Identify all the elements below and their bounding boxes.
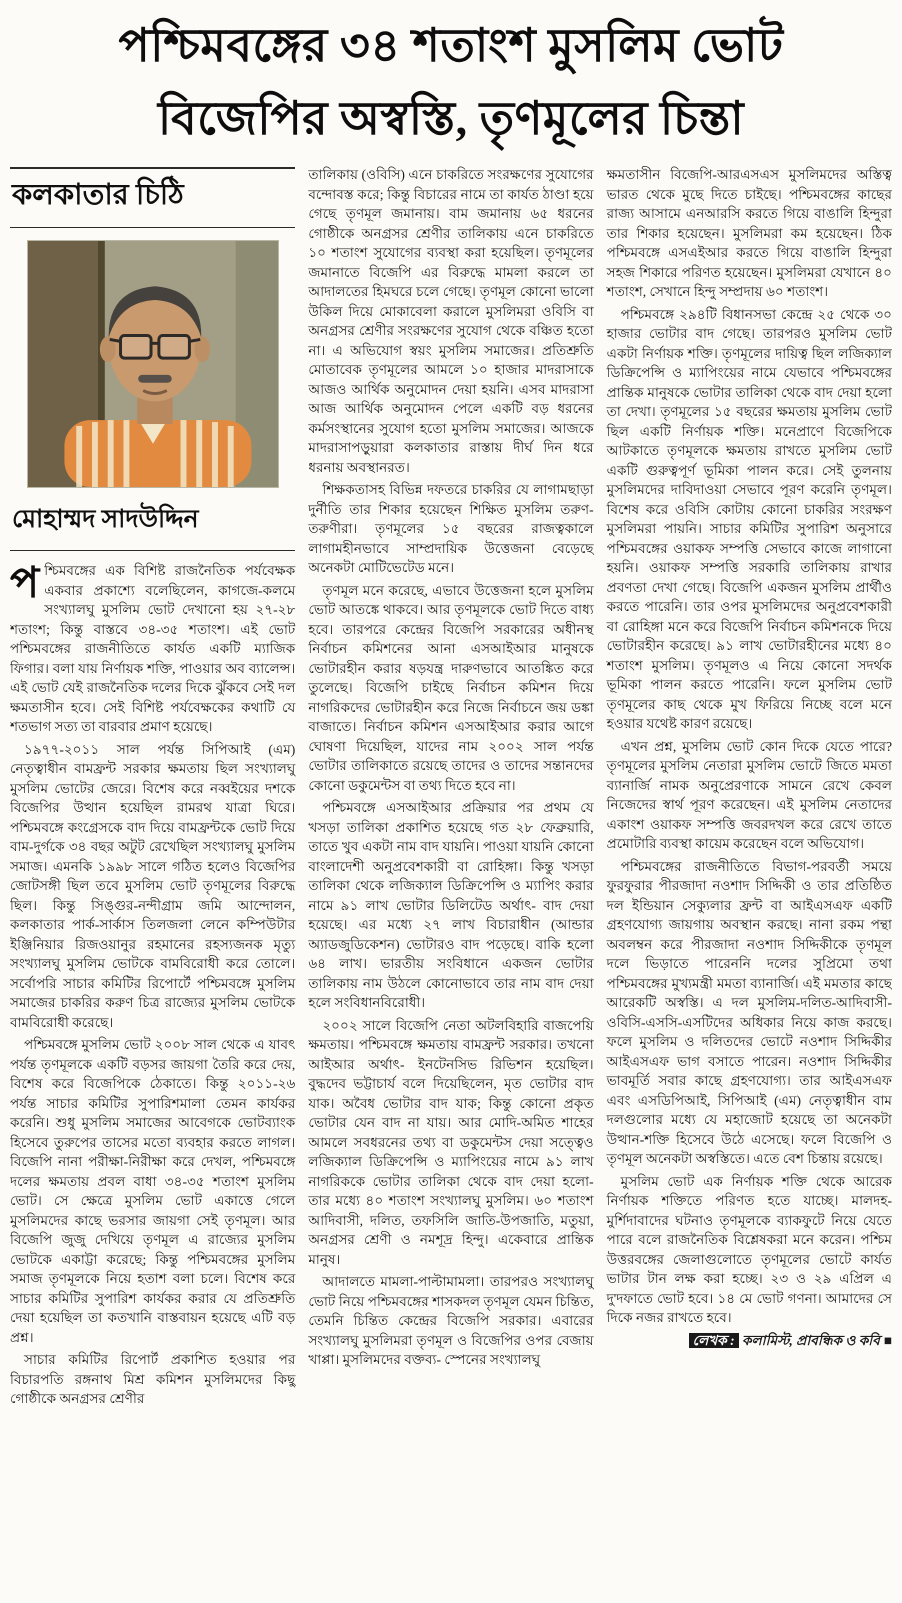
paragraph: শিক্ষকতাসহ বিভিন্ন দফতরে চাকরির যে লাগামছাড়া দুর্নীতি তার শিকার হয়েছেন শিক্ষিত মুসলিম তরুণ-তরুণীরা। তৃণমূলের ১৫ বছরের রাজত্বকালে লাগামহীনভাবে সাম্প্রদায়িক উত্তেজনা বেড়েছে অনেকটা মোটিভেটেড মনে।: [308, 482, 594, 576]
drop-cap: প: [10, 560, 40, 608]
end-of-article-marker: ■: [883, 1332, 892, 1348]
section-header: [10, 167, 295, 228]
headline-line-2: বিজেপির অস্বস্তি, তৃণমূলের চিন্তা: [157, 92, 745, 144]
article-body: [10, 165, 892, 1565]
author-photo: [27, 240, 279, 488]
author-name: মোহাম্মদ সাদউদ্দিন: [10, 498, 295, 551]
paragraph: আদালতে মামলা-পাল্টামামলা। তারপরও সংখ্যালঘু ভোট নিয়ে পশ্চিমবঙ্গের শাসকদল তৃণমূল যেমন চিন্তিত, তেমনি চিন্তিত কেন্দ্রের বিজেপি সরকার। এবারের সংখ্যালঘু মুসলিমরা তৃণমূল ও বিজেপির ওপর বেজায় খাপ্পা। মুসলিমদের বক্তব্য- স্পেনের সংখ্যালঘু: [308, 1274, 594, 1368]
author-credit: [607, 1331, 892, 1351]
headline-line-1: পশ্চিমবঙ্গের ৩৪ শতাংশ মুসলিম ভোট: [118, 20, 784, 71]
paragraph: পশ্চিমবঙ্গে এসআইআর প্রক্রিয়ার পর প্রথম যে খসড়া তালিকা প্রকাশিত হয়েছে গত ২৮ ফেব্রুয়ারি, তাতে খুব একটা নাম বাদ যায়নি। পাওয়া যায়নি কোনো বাংলাদেশী অনুপ্রবেশকারী বা রোহিঙ্গা। কিন্তু খসড়া তালিকা থেকে লজিক্যাল ডিক্রিপেন্সি ও ম্যাপিং করার নামে ৯১ লাখ ভোটার ডিলিটেড অর্থাৎ- বাদ দেয়া হয়েছে। এর মধ্যে ২৭ লাখ বিচারাধীন (আন্ডার অ্যাডজুডিকেশন) ভোটারও বাদ পড়েছে। বাকি হলো ৬৪ লাখ। ভারতীয় সংবিধানে একজন ভোটার তালিকায় নাম উঠলে কোনোভাবে তার নাম বাদ দেয়া হলে সংবিধানবিরোধী।: [308, 800, 594, 1011]
paragraph: পশ্চিমবঙ্গের রাজনীতিতে বিভাগ-পরবর্তী সময়ে ফুরফুরার পীরজাদা নওশাদ সিদ্দিকী ও তার প্রতিষ্ঠিত দল ইন্ডিয়ান সেক্যুলার ফ্রন্ট বা আইএসএফ একটি গ্রহণযোগ্য জায়গায় অবস্থান করছে। নানা রকম পন্থা অবলম্বন করে পীরজাদা নওশাদ সিদ্দিকীকে তৃণমূল দলে ভিড়াতে পারেননি দলের সুপ্রিমো তথা পশ্চিমবঙ্গের মুখ্যমন্ত্রী মমতা ব্যানার্জি। এই মমতার কাছে আরেকটি অস্বস্তি। এ দল মুসলিম-দলিত-আদিবাসী-ওবিসি-এসসি-এসটিদের অধিকার নিয়ে কাজ করছে। ফলে মুসলিম ও দলিতদের ভোটে নওশাদ সিদ্দিকীর আইএসএফ ভাগ বসাতে পারেন। নওশাদ সিদ্দিকীর ভাবমূর্তি সবার কাছে গ্রহণযোগ্য। তার আইএসএফ এবং এসডিপিআই, সিপিআই (এম) নেতৃত্বাধীন বাম দলগুলোর মধ্যে যে মহাজোট হয়েছে তা অনেকটা উত্থান-শক্তি হিসেবে উঠে এসেছে। ফলে বিজেপি ও তৃণমূল অনেকটা অস্বস্তিতে। এতে বেশ চিন্তায় রয়েছে।: [606, 858, 892, 1167]
lead-paragraph: [10, 561, 295, 737]
paragraph: তালিকায় (ওবিসি) এনে চাকরিতে সংরক্ষণের সুযোগের বন্দোবস্ত করে; কিন্তু বিচারের নামে তা কার্যত ঠাণ্ডা হয়ে গেছে তৃণমূল জমানায়। বাম জমানায় ৬৫ ধরনের গোষ্ঠীকে অনগ্রসর শ্রেণীর তালিকায় এনে চাকরিতে ১০ শতাংশ সুযোগের ব্যবস্থা করা হয়েছিল। তৃণমূলের জমানাতে বিজেপি এর বিরুদ্ধে মামলা করলে তা আদালতের হিমঘরে চলে গেছে। তৃণমূল কোনো ভালো উকিল দিয়ে মোকাবেলা করালে মুসলিমরা ওবিসি বা অনগ্রসর শ্রেণীর সংরক্ষণের সুযোগ থেকে বঞ্চিত হতো না। এ অভিযোগ স্বয়ং মুসলিম সমাজের। প্রতিশ্রুতি মোতাবেক তৃণমূলের আমলে ১০ হাজার মাদরাসাকে আজও আর্থিক অনুমোদন দেয়া হয়নি। এসব মাদরাসা আজ আর্থিক অনুমোদন পেলে একটি বড় ধরনের কর্মসংস্থানের সুযোগ হতো মুসলিম সমাজের। আজকে মাদরাসাপড়ুয়ারা কলকাতার রাস্তায় দীর্ঘ দিন ধরে ধরনায় অবস্থানরত।: [308, 167, 594, 475]
portrait-illustration: [28, 241, 278, 487]
paragraph: ক্ষমতাসীন বিজেপি-আরএসএস মুসলিমদের অস্তিত্ব ভারত থেকে মুছে দিতে চাইছে। পশ্চিমবঙ্গের কাছের রাজ্য আসামে এনআরসি করতে গিয়ে বাঙালি হিন্দুরা তার শিকার হয়েছেন। মুসলিমরা কম হয়েছেন। ঠিক পশ্চিমবঙ্গে এসএইআর করতে গিয়ে বাঙালি হিন্দুরা সহজ শিকারে পরিণত হয়েছেন। মুসলিমরা যেখানে ৪০ শতাংশ, সেখানে হিন্দু সম্প্রদায় ৬০ শতাংশ।: [606, 167, 892, 300]
paragraph: মুসলিম ভোট এক নির্ণায়ক শক্তি থেকে আরেক নির্ণায়ক শক্তিতে পরিণত হতে যাচ্ছে। মালদহ-মুর্শিদাবাদের ঘটনাও তৃণমূলকে ব্যাকফুটে নিয়ে যেতে পারে বলে রাজনৈতিক বিশ্লেষকরা মনে করেন। পশ্চিম উত্তরবঙ্গের জেলাগুলোতে তৃণমূলের ভোটে কার্যত ভাটার টান লক্ষ করা হচ্ছে। ২৩ ও ২৯ এপ্রিল এ দু'দফাতে ভোট হবে। ১৪ মে ভোট গণনা। আমাদের সে দিকে নজর রাখতে হবে।: [606, 1173, 892, 1326]
credit-label: লেখক :: [689, 1333, 739, 1348]
right-column: [607, 165, 892, 1565]
paragraph: ১৯৭৭-২০১১ সাল পর্যন্ত সিপিআই (এম) নেতৃত্বাধীন বামফ্রন্ট সরকার ক্ষমতায় ছিল সংখ্যালঘু মুসলিম ভোটের জেরে। বিশেষ করে নব্বইয়ের দশকে বিজেপির উত্থান হয়েছিল রামরথ যাত্রা ঘিরে। পশ্চিমবঙ্গে কংগ্রেসকে বাদ দিয়ে বামফ্রন্টকে ভোট দিয়ে বাম-দুর্গকে ৩৪ বছর অটুট রেখেছিল সংখ্যালঘু মুসলিম সমাজ। এমনকি ১৯৯৮ সালে গঠিত হলেও বিজেপির জোটসঙ্গী ছিল তবে মুসলিম ভোট তৃণমূলের বিরুদ্ধে ছিল। কিন্তু সিঙ্গুর-নন্দীগ্রাম জমি আন্দোলন, কলকাতার পার্ক-সার্কাস তিলজলা লেনে কম্পিউটার ইঞ্জিনিয়ার রিজওয়ানুর রহমানের রহস্যজনক মৃত্যু সংখ্যালঘু মুসলিম ভোটকে বামবিরোধী করে তোলে। সর্বোপরি সাচার কমিটির রিপোর্টে পশ্চিমবঙ্গে মুসলিম সমাজের চাকরির করুণ চিত্র রাজ্যের মুসলিম ভোটকে বামবিরোধী করেছে।: [10, 741, 296, 1030]
paragraph: সাচার কমিটির রিপোর্ট প্রকাশিত হওয়ার পর বিচারপতি রঙ্গনাথ মিশ্র কমিশন মুসলিমদের কিছু গোষ্ঠীকে অনগ্রসর শ্রেণীর: [10, 1352, 296, 1407]
credit-text: কলামিস্ট, প্রাবন্ধিক ও কবি: [742, 1332, 880, 1348]
paragraph: পশ্চিমবঙ্গে ২৯৪টি বিধানসভা কেন্দ্রে ২৫ থেকে ৩০ হাজার ভোটার বাদ গেছে। তারপরও মুসলিম ভোট একটা নির্ণায়ক শক্তি। তৃণমূলের দায়িত্ব ছিল লজিক্যাল ডিক্রিপেন্সি ও ম্যাপিংয়ের নামে যেভাবে পশ্চিমবঙ্গের প্রান্তিক মানুষকে ভোটার তালিকা থেকে বাদ দেয়া হলো তা দেখা। তৃণমূলের ১৫ বছরের ক্ষমতায় মুসলিম ভোট ছিল একটি নির্ণায়ক শক্তি। মনেপ্রাণে বিজেপিকে আটকাতে তৃণমূলকে ক্ষমতায় রাখতে মুসলিম ভোট একটি গুরুত্বপূর্ণ ভূমিকা পালন করে। সেই তুলনায় মুসলিমদের দাবিদাওয়া সেভাবে পূরণ করেনি তৃণমূল। বিশেষ করে ওবিসি কোটায় কোনো চাকরির সংরক্ষণ মুসলিমরা পায়নি। সাচার কমিটির সুপারিশ অনুসারে পশ্চিমবঙ্গের ওয়াকফ সম্পত্তি সেভাবে কাজে লাগানো হয়নি। ওয়াকফ সম্পত্তি সরকারি তালিকায় রাখার প্রবণতা দেখা গেছে। বিজেপি একজন মুসলিম প্রার্থীও করতে পারেনি। তার ওপর মুসলিমদের অনুপ্রবেশকারী বা রোহিঙ্গা মনে করে বিজেপি নির্বাচন কমিশনকে দিয়ে ভোটারহীন করেছে। ৯১ লাখ ভোটারহীনের মধ্যে ৪০ শতাংশ মুসলিম। তৃণমূলও এ নিয়ে কোনো সদর্থক ভূমিকা পালন করতে পারেনি। ফলে মুসলিম ভোট তৃণমূলের কাছ থেকে মুখ ফিরিয়ে নিচ্ছে বলে মনে হওয়ার যথেষ্ট কারণ রয়েছে।: [606, 306, 892, 732]
paragraph: ২০০২ সালে বিজেপি নেতা অটলবিহারি বাজপেয়ি ক্ষমতায়। পশ্চিমবঙ্গে ক্ষমতায় বামফ্রন্ট সরকার। তখনো আইআর অর্থাৎ- ইনটেনসিভ রিভিশন হয়েছিল। বুদ্ধদেব ভট্টাচার্য বলে দিয়েছিলেন, মৃত ভোটার বাদ যাক। অবৈধ ভোটার বাদ যাক; কিন্তু কোনো প্রকৃত ভোটার যেন বাদ না যায়। আর মোদি-অমিত শাহের আমলে সবধরনের তথ্য বা ডকুমেন্টস দেয়া সত্ত্বেও লজিক্যাল ডিক্রিপেন্সি ও ম্যাপিংয়ের নামে ৯১ লাখ নাগরিককে ভোটার তালিকা থেকে বাদ দেয়া হলো- তার মধ্যে ৪০ শতাংশ সংখ্যালঘু মুসলিম। ৬০ শতাংশ আদিবাসী, দলিত, তফসিলি জাতি-উপজাতি, মতুয়া, অনগ্রসর শ্রেণী ও নমশূদ্র হিন্দু। একেবারে প্রান্তিক মানুষ।: [308, 1017, 594, 1267]
article-headline: [10, 8, 892, 165]
paragraph: এখন প্রশ্ন, মুসলিম ভোট কোন দিকে যেতে পারে? তৃণমূলের মুসলিম নেতারা মুসলিম ভোটে জিতে মমতা ব্যানার্জি নামক অনুপ্রেরণাকে সামনে রেখে কেবল নিজেদের স্বার্থ পূরণ করেছেন। এই মুসলিম নেতাদের একাংশ ওয়াকফ সম্পত্তি জবরদখল করে রেখে তাতে প্রমোটারি ব্যবস্থা কায়েম করেছেন বলে অভিযোগ।: [606, 738, 892, 852]
lead-paragraph-text: শ্চিমবঙ্গের এক বিশিষ্ট রাজনৈতিক পর্যবেক্ষক একবার প্রকাশ্যে বলেছিলেন, কাগজে-কলমে সংখ্যালঘু মুসলিম ভোট দেখানো হয় ২৭-২৮ শতাংশ; কিন্তু বাস্তবে ৩৪-৩৫ শতাংশ। এই ভোট পশ্চিমবঙ্গের রাজনীতিতে কার্যত একটি ম্যাজিক ফিগার। বলা যায় নির্ণায়ক শক্তি, পাওয়ার অব ব্যালেন্স। এই ভোট যেই রাজনৈতিক দলের দিকে ঝুঁকবে সেই দল ক্ষমতাসীন হবে। সেই বিশিষ্ট পর্যবেক্ষকের কথাটি যে শতভাগ সত্য তা বারবার প্রমাণ হয়েছে।: [10, 563, 296, 735]
paragraph: তৃণমূল মনে করেছে, এভাবে উত্তেজনা হলে মুসলিম ভোট আতঙ্কে থাকবে। আর তৃণমূলকে ভোট দিতে বাধ্য হবে। তারপরে কেন্দ্রের বিজেপি সরকারের অধীনস্থ নির্বাচন কমিশনের আনা এসআইআর মানুষকে ভোটারহীন করার ষড়যন্ত্র দারুণভাবে আতঙ্কিত করে তুলেছে। বিজেপি চাইছে নির্বাচন কমিশন দিয়ে নাগরিকদের ভোটারহীন করে নিজে নির্বাচনে জয় ডঙ্কা বাজাতে। নির্বাচন কমিশন এসআইআর করার আগে ঘোষণা দিয়েছিল, যাদের নাম ২০০২ সাল পর্যন্ত ভোটার তালিকাতে রয়েছে তাদের ও তাদের সন্তানদের কোনো ডকুমেন্টস বা তথ্য দিতে হবে না।: [308, 582, 594, 793]
section-title: কলকাতার চিঠি: [12, 179, 184, 212]
left-column: [10, 165, 295, 1565]
middle-column: [308, 165, 593, 1565]
paragraph: পশ্চিমবঙ্গে মুসলিম ভোট ২০০৮ সাল থেকে এ যাবৎ পর্যন্ত তৃণমূলকে একটি বড়সর জায়গা তৈরি করে দেয়, বিশেষ করে বিজেপিকে ঠেকাতে। কিন্তু ২০১১-২৬ পর্যন্ত সাচার কমিটির সুপারিশমালা তেমন কার্যকর করেনি। শুধু মুসলিম সমাজের আবেগকে ভোটব্যাংক হিসেবে তুরুপের তাসের মতো ব্যবহার করতে লাগল। বিজেপি নানা পরীক্ষা-নিরীক্ষা করে দেখল, পশ্চিমবঙ্গে দলের ক্ষমতায় প্রবল বাধা ৩৪-৩৫ শতাংশ মুসলিম ভোট। সে ক্ষেত্রে মুসলিম ভোট একাত্তে গেলে মুসলিমদের কাছে ভরসার জায়গা সেই তৃণমূল। আর বিজেপি জুজু দেখিয়ে তৃণমূল এ রাজ্যের মুসলিম ভোটকে একাট্টা করেছে; কিন্তু পশ্চিমবঙ্গের মুসলিম সমাজ তৃণমূলকে নিয়ে হতাশ বলা চলে। বিশেষ করে সাচার কমিটির সুপারিশ কার্যকর করার যে প্রতিশ্রুতি দেয়া হয়েছিল তা কতখানি বাস্তবায়ন হয়েছে এটি বড় প্রশ্ন।: [10, 1037, 296, 1345]
